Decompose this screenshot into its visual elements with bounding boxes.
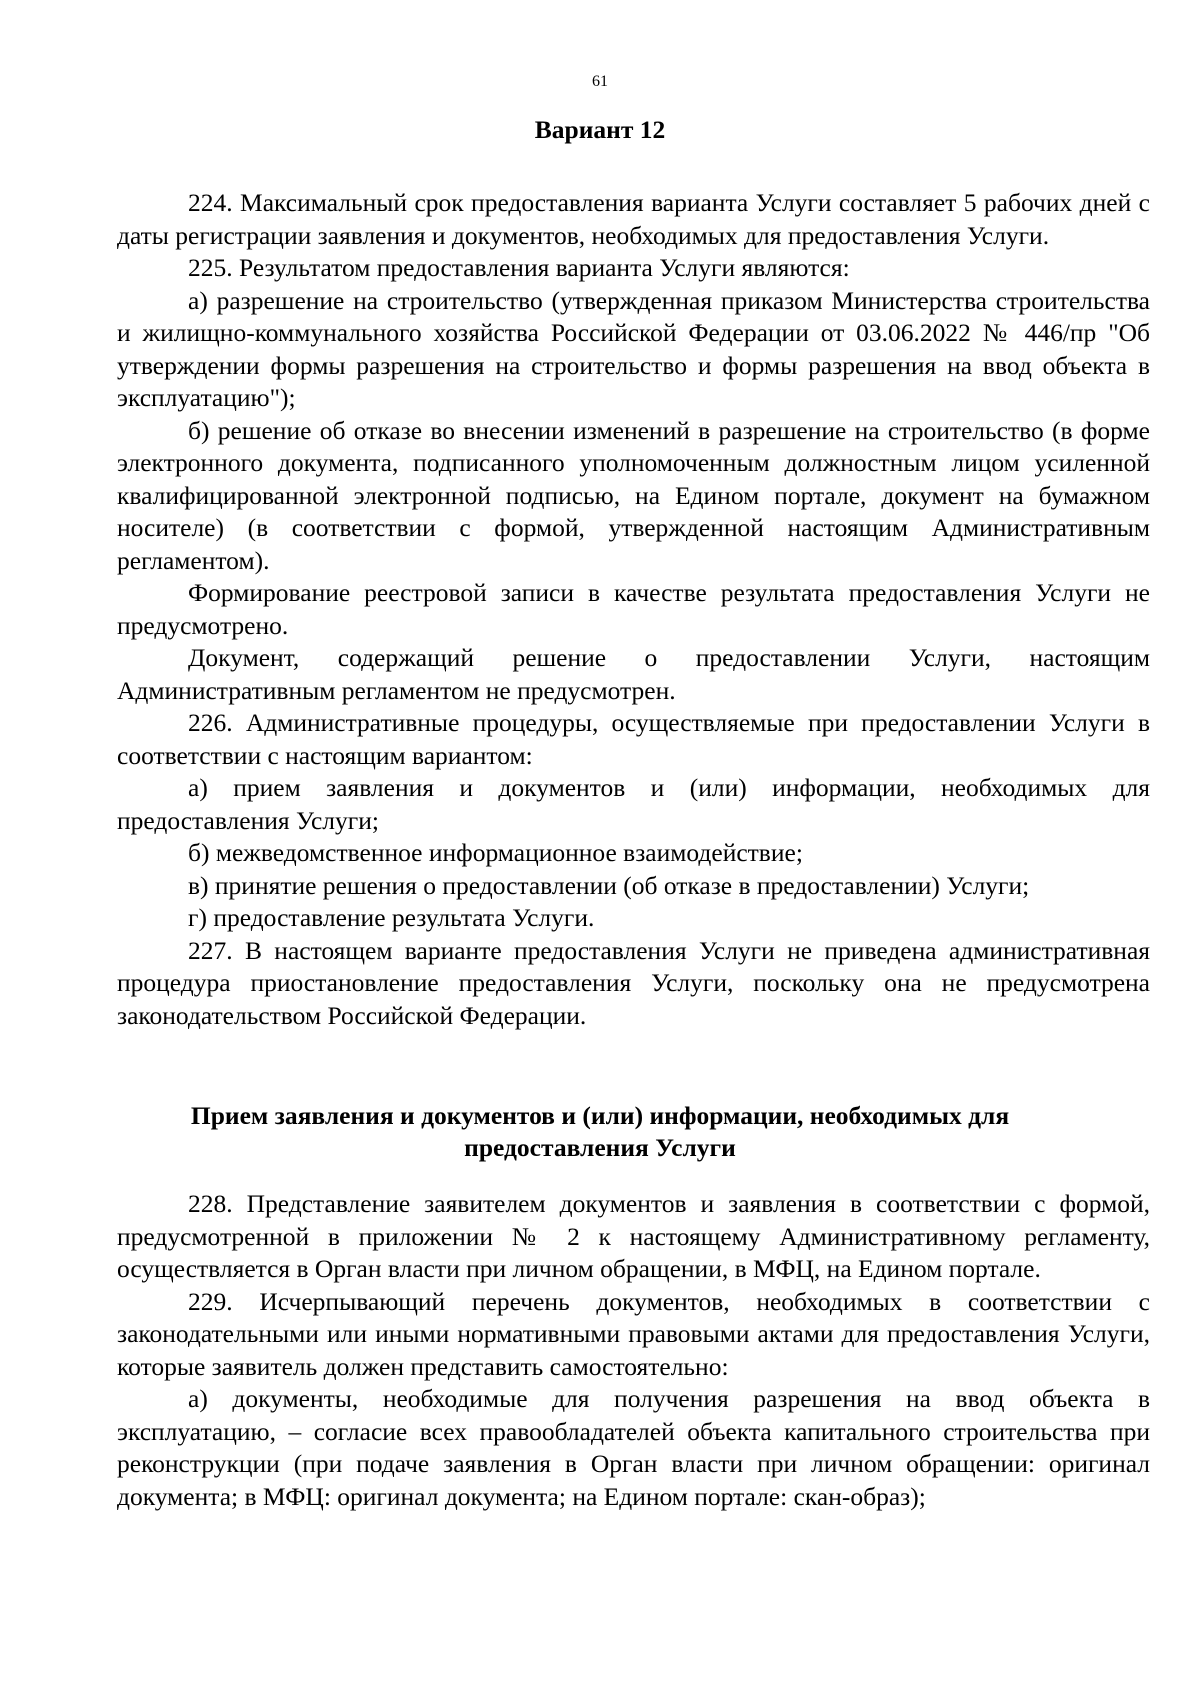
- section-2-body: [117, 1188, 1150, 1513]
- paragraph-226-a: а) прием заявления и документов и (или) информации, необходимых для предоставления Услуги;: [117, 773, 1150, 835]
- paragraph-226-g: г) предоставление результата Услуги.: [188, 903, 595, 932]
- paragraph-225-a: а) разрешение на строительство (утвержденная приказом Министерства строительства и жилищно-коммунального хозяйства Российской Федерации от 03.06.2022 № 446/пр "Об утверждении формы разрешения на строительство и формы разрешения на ввод объекта в эксплуатацию");: [117, 285, 1150, 412]
- paragraph-226-b: б) межведомственное информационное взаимодействие;: [188, 838, 803, 867]
- section-2-heading-line-2: предоставления Услуги: [464, 1133, 736, 1162]
- paragraph-229: 229. Исчерпывающий перечень документов, необходимых в соответствии с законодательными или иными нормативными правовыми актами для предоставления Услуги, которые заявитель должен представить самостоятельно:: [117, 1286, 1150, 1381]
- paragraph-227: 227. В настоящем варианте предоставления Услуги не приведена административная процедура приостановление предоставления Услуги, поскольку она не предусмотрена законодательством Российской Федерации.: [117, 935, 1150, 1030]
- section-2-heading: [100, 1100, 1100, 1164]
- section-2-heading-line-1: Прием заявления и документов и (или) информации, необходимых для: [190, 1101, 1010, 1130]
- section-1-body: [117, 187, 1150, 1032]
- paragraph-registry-record: Формирование реестровой записи в качестве результата предоставления Услуги не предусмотрено.: [117, 578, 1150, 640]
- paragraph-226-v: в) принятие решения о предоставлении (об отказе в предоставлении) Услуги;: [188, 870, 1030, 900]
- page-number: 61: [592, 73, 608, 90]
- variant-title: Вариант 12: [534, 115, 666, 144]
- paragraph-229-a: а) документы, необходимые для получения разрешения на ввод объекта в эксплуатацию, – согласие всех правообладателей объекта капитального строительства при реконструкции (при подаче заявления в Орган власти при личном обращении: оригинал документа; в МФЦ: оригинал документа; на Едином портале: скан-образ);: [117, 1384, 1150, 1511]
- paragraph-224: 224. Максимальный срок предоставления варианта Услуги составляет 5 рабочих дней с даты регистрации заявления и документов, необходимых для предоставления Услуги.: [117, 188, 1150, 250]
- paragraph-228: 228. Представление заявителем документов и заявления в соответствии с формой, предусмотренной в приложении № 2 к настоящему Административному регламенту, осуществляется в Орган власти при личном обращении, в МФЦ, на Едином портале.: [117, 1189, 1150, 1283]
- paragraph-226: 226. Административные процедуры, осуществляемые при предоставлении Услуги в соответствии с настоящим вариантом:: [117, 708, 1150, 770]
- paragraph-decision-document: Документ, содержащий решение о предоставлении Услуги, настоящим Административным регламентом не предусмотрен.: [117, 643, 1150, 705]
- paragraph-225: 225. Результатом предоставления варианта Услуги являются:: [188, 253, 850, 282]
- paragraph-225-b: б) решение об отказе во внесении изменений в разрешение на строительство (в форме электронного документа, подписанного уполномоченным должностным лицом усиленной квалифицированной электронной подписью, на Едином портале, документ на бумажном носителе) (в соответствии с формой, утвержденной настоящим Административным регламентом).: [117, 415, 1150, 575]
